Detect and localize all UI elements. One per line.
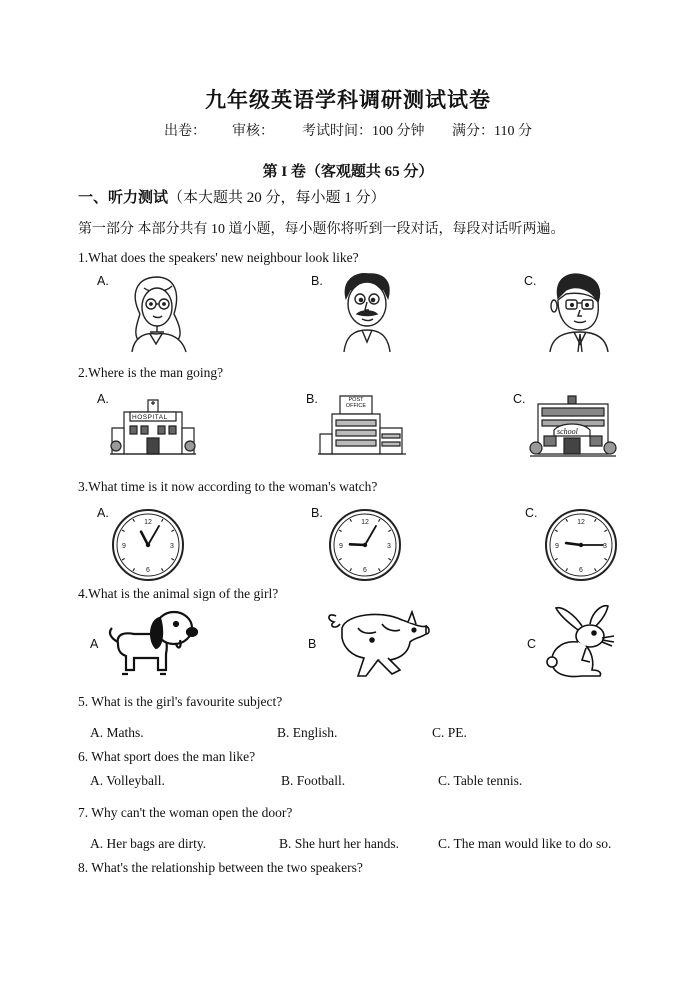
q1-option-c: C. (524, 274, 537, 288)
question-7: 7. Why can't the woman open the door? (78, 805, 293, 820)
clock-c-picture (544, 508, 618, 582)
pig-picture (322, 604, 432, 680)
clock-numeral: 9 (555, 543, 559, 550)
q5-option-b: B. English. (277, 725, 338, 740)
q6-option-b: B. Football. (281, 773, 346, 788)
q3-option-a: A. (97, 506, 109, 520)
clock-numeral: 12 (361, 519, 369, 526)
clock-numeral: 12 (144, 519, 152, 526)
q1-option-b: B. (311, 274, 323, 288)
q5-option-c: C. PE. (432, 725, 467, 740)
question-8: 8. What's the relationship between the two speakers? (78, 860, 363, 875)
q4-option-b: B (308, 637, 317, 651)
meta-reviewer: 审核： (232, 124, 274, 139)
man-with-mustache-picture (340, 272, 394, 352)
hospital-sign: HOSPITAL (132, 414, 168, 421)
school-sign: school (557, 427, 578, 436)
part-title: 第 I 卷（客观题共 65 分） (262, 164, 434, 180)
rabbit-picture (542, 604, 622, 680)
woman-with-glasses-picture (122, 274, 194, 352)
q2-option-b: B. (306, 392, 318, 406)
q1-option-a: A. (97, 274, 109, 288)
q3-option-b: B. (311, 506, 323, 520)
q5-option-a: A. Maths. (90, 725, 144, 740)
q2-option-c: C. (513, 392, 526, 406)
q4-option-a: A (90, 637, 99, 651)
section-label: 一、听力测试 (78, 190, 169, 206)
clock-numeral: 9 (122, 543, 126, 550)
clock-pivot (146, 543, 150, 547)
clock-numeral: 9 (339, 543, 343, 550)
clock-hour-hand (350, 544, 365, 545)
post-office-sign: POST OFFICE (345, 397, 367, 409)
clock-numeral: 3 (170, 543, 174, 550)
q6-option-c: C. Table tennis. (438, 773, 523, 788)
question-1: 1.What does the speakers' new neighbour look like? (78, 250, 359, 265)
clock-b-picture (328, 508, 402, 582)
page-title: 九年级英语学科调研测试试卷 (205, 88, 491, 112)
section-note: （本大题共 20 分，每小题 1 分） (168, 190, 386, 206)
q3-option-c: C. (525, 506, 538, 520)
q2-option-a: A. (97, 392, 109, 406)
section-heading (78, 186, 386, 207)
q7-option-b: B. She hurt her hands. (279, 836, 399, 851)
meta-duration: 考试时间：100 分钟 (302, 124, 425, 139)
question-5: 5. What is the girl's favourite subject? (78, 694, 283, 709)
q7-option-c: C. The man would like to do so. (438, 836, 612, 851)
meta-full-score: 满分：110 分 (452, 124, 532, 139)
clock-a-picture (111, 508, 185, 582)
meta-setter: 出卷： (164, 124, 206, 139)
hospital-picture (110, 396, 196, 458)
question-6: 6. What sport does the man like? (78, 749, 256, 764)
clock-numeral: 3 (603, 543, 607, 550)
q4-option-c: C (527, 637, 537, 651)
section-intro: 第一部分 本部分共有 10 道小题，每小题你将听到一段对话，每段对话听两遍。 (78, 222, 565, 237)
question-3: 3.What time is it now according to the woman's watch? (78, 479, 378, 494)
clock-numeral: 6 (363, 567, 367, 574)
clock-numeral: 6 (146, 567, 150, 574)
q7-option-a: A. Her bags are dirty. (90, 836, 207, 851)
dog-picture (104, 604, 198, 680)
clock-numeral: 12 (577, 519, 585, 526)
question-4: 4.What is the animal sign of the girl? (78, 586, 279, 601)
q6-option-a: A. Volleyball. (90, 773, 165, 788)
clock-numeral: 3 (387, 543, 391, 550)
man-with-glasses-picture (548, 272, 610, 352)
question-2: 2.Where is the man going? (78, 365, 224, 380)
clock-numeral: 6 (579, 567, 583, 574)
clock-pivot (363, 543, 367, 547)
clock-pivot (579, 543, 583, 547)
